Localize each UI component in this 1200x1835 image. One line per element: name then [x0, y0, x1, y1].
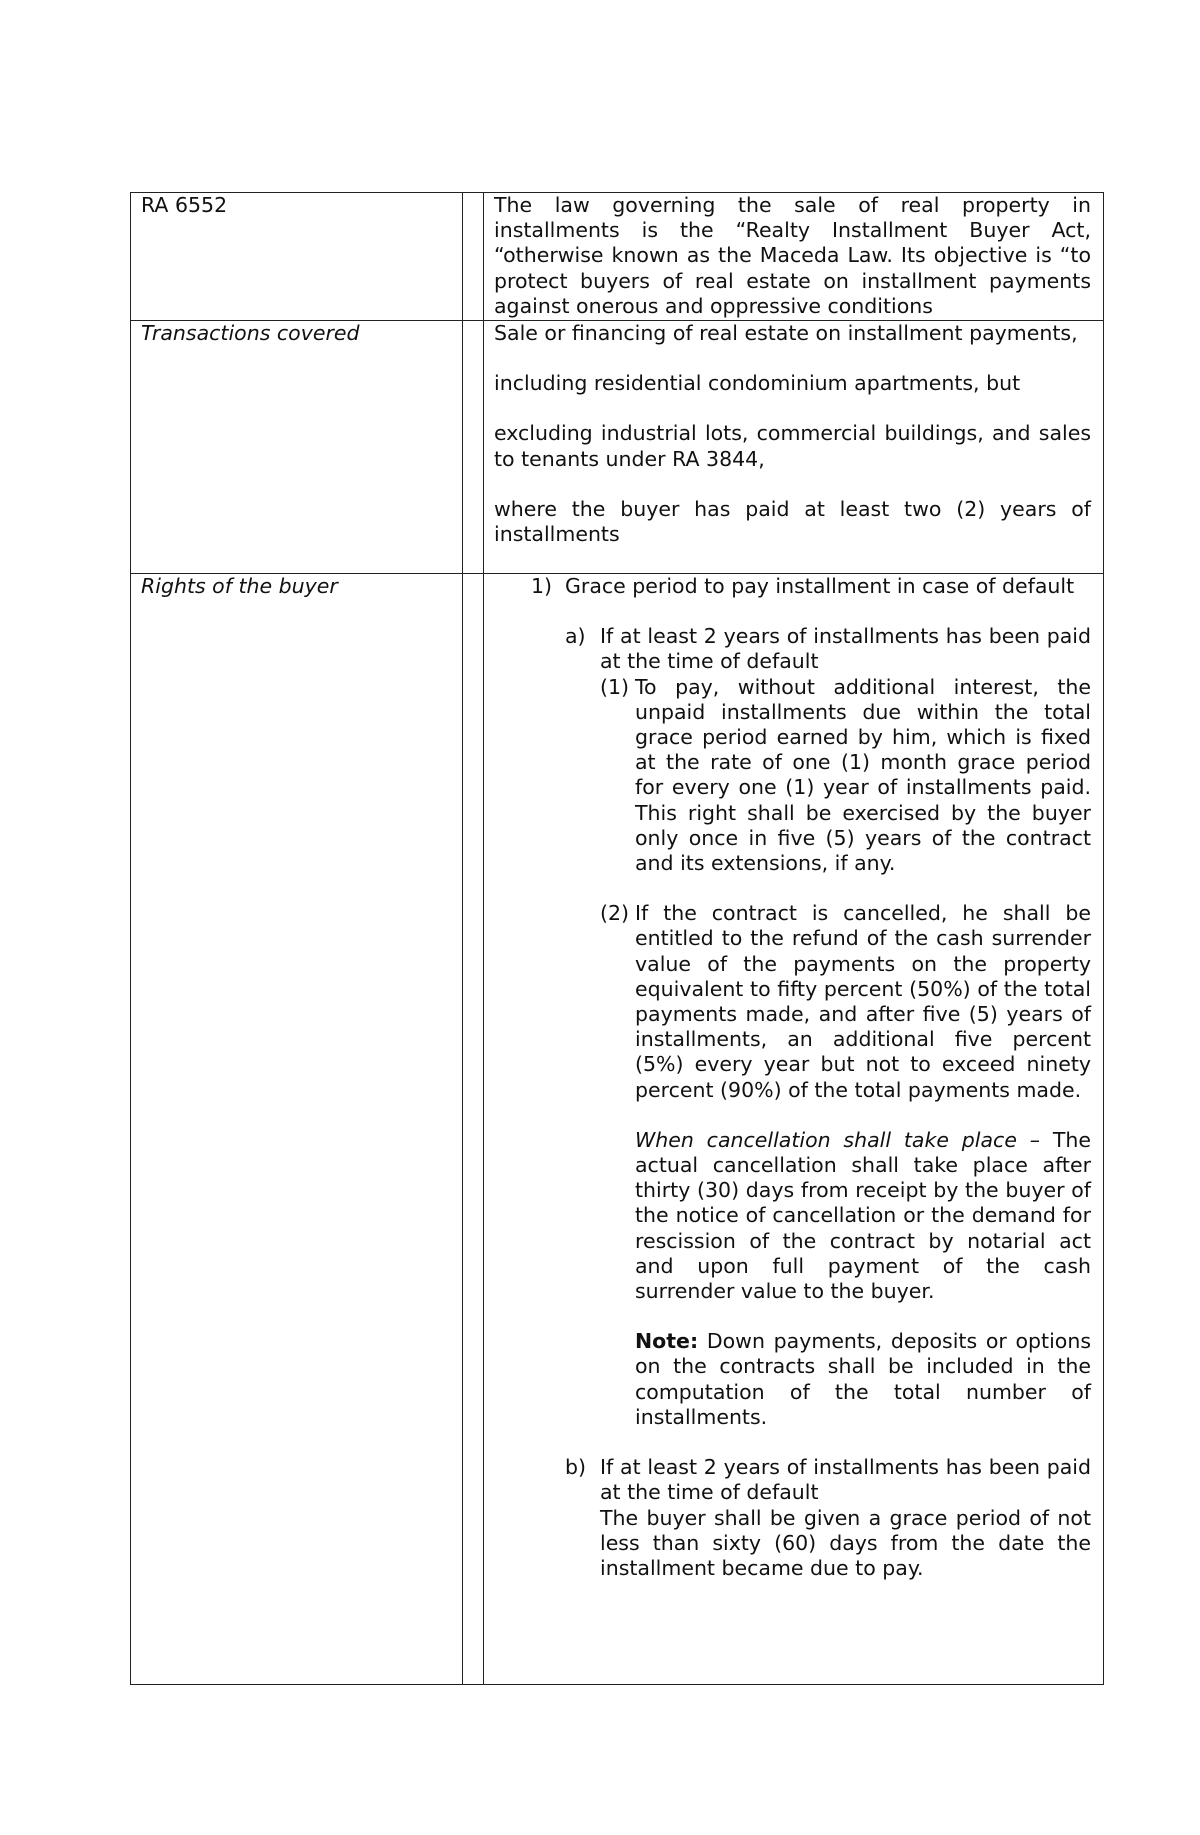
transactions-paragraph: Sale or financing of real estate on installment payments,	[494, 321, 1078, 345]
table-row	[131, 193, 1104, 321]
maceda-law-table	[130, 192, 1104, 1685]
table-row	[131, 321, 1104, 574]
ra-6552-description: The law governing the sale of real property in installments is the “Realty Installment Buyer Act, “otherwise known as the Maceda Law. Its objective is “to protect buyers of real estate on installment payments against onerous and oppressive conditions	[494, 193, 1091, 318]
row-label: Transactions covered	[141, 321, 360, 345]
list-item	[494, 901, 1091, 1103]
list-item	[494, 675, 1091, 877]
list-marker: (2)	[600, 901, 630, 926]
transactions-paragraph: excluding industrial lots, commercial buildings, and sales to tenants under RA 3844,	[494, 421, 1091, 471]
cancellation-paragraph	[494, 1128, 1091, 1304]
spacer-cell	[463, 574, 484, 1685]
list-item	[494, 1455, 1091, 1505]
row-label: Rights of the buyer	[141, 574, 338, 598]
row-label-cell	[131, 193, 463, 321]
item-a-text: If at least 2 years of installments has been paid at the time of default	[600, 624, 1091, 674]
row-content-cell	[484, 574, 1104, 1685]
list-marker: b)	[565, 1455, 587, 1480]
list-marker: (1)	[600, 674, 630, 699]
cancellation-text: The actual cancellation shall take place after thirty (30) days from receipt by the buyer of the notice of cancellation or the demand for rescission of the contract by notarial act and upon full payment of the cash surrender value to the buyer.	[635, 1127, 1091, 1304]
row-content-cell	[484, 193, 1104, 321]
spacer-cell	[463, 321, 484, 574]
transactions-paragraph: where the buyer has paid at least two (2) years of installments	[494, 496, 1091, 547]
transactions-paragraph: including residential condominium apartments, but	[494, 371, 1021, 396]
item-a2-text: If the contract is cancelled, he shall be entitled to the refund of the cash surrender value of the payments on the property equivalent to fifty percent (50%) of the total payments made, and after five (5) years of installments, an additional five percent (5%) every year but not to exceed ninety percent (90%) of the total payments made.	[635, 901, 1091, 1102]
item-b-subtext: The buyer shall be given a grace period of not less than sixty (60) days from the date the installment became due to pay.	[600, 1505, 1091, 1580]
note-paragraph	[494, 1329, 1091, 1430]
list-marker: 1)	[531, 574, 553, 598]
grace-period-item: Grace period to pay installment in case of default	[565, 574, 1075, 598]
row-content-cell	[484, 321, 1104, 574]
cancellation-dash: –	[1016, 1127, 1041, 1152]
list-marker: a)	[565, 624, 586, 649]
row-label-cell	[131, 574, 463, 1685]
row-label-cell	[131, 321, 463, 574]
table-row	[131, 574, 1104, 1685]
list-item	[494, 624, 1091, 674]
spacer-cell	[463, 193, 484, 321]
note-label: Note:	[635, 1329, 699, 1354]
item-b-text: If at least 2 years of installments has been paid at the time of default	[600, 1455, 1091, 1505]
cancellation-heading: When cancellation shall take place	[635, 1127, 1017, 1152]
row-label: RA 6552	[141, 193, 228, 217]
note-text: Down payments, deposits or options on the contracts shall be included in the computation of the total number of installments.	[635, 1329, 1091, 1429]
list-item	[494, 574, 1091, 599]
item-a1-text: To pay, without additional interest, the unpaid installments due within the total grace period earned by him, which is fixed at the rate of one (1) month grace period for every one (1) year of installments paid. This right shall be exercised by the buyer only once in five (5) years of the contract and its extensions, if any.	[635, 674, 1091, 876]
